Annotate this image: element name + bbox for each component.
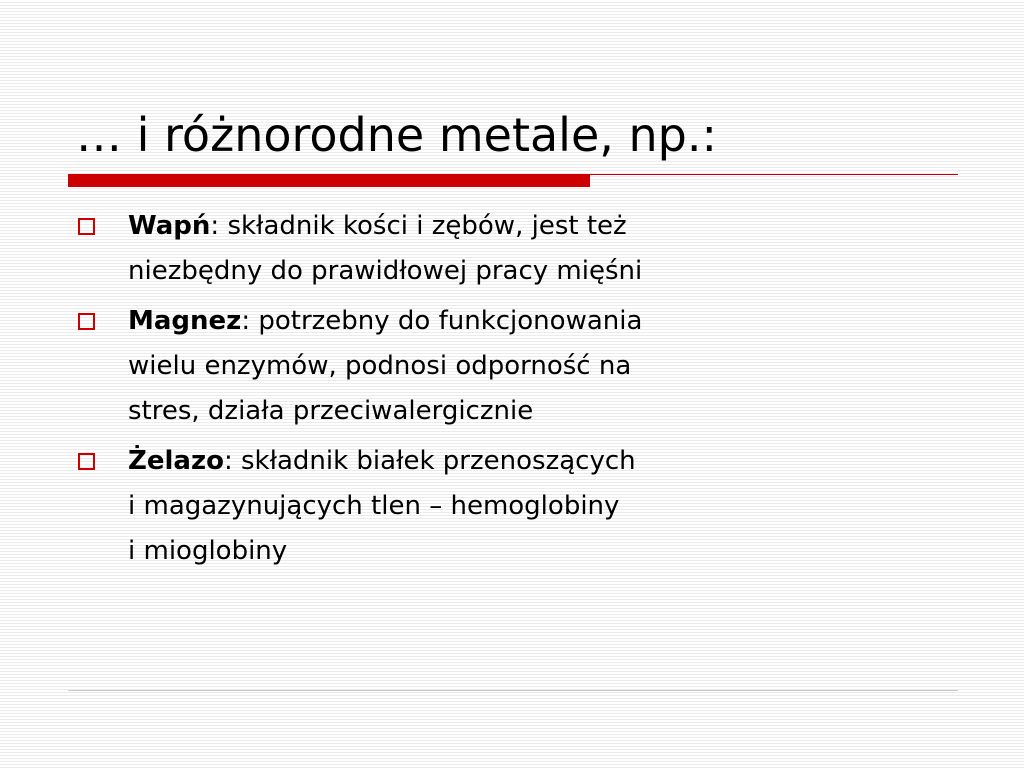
bullet-term: Żelazo — [128, 446, 224, 476]
title-underline-thick — [68, 175, 590, 187]
bullet-line: stres, działa przeciwalergicznie — [128, 396, 534, 426]
hollow-square-bullet-icon — [78, 313, 95, 330]
bullet-text: : składnik białek przenoszących — [223, 446, 636, 476]
bullet-line — [128, 204, 958, 249]
bullet-item-wapn — [78, 204, 958, 294]
bullet-term: Magnez — [128, 306, 242, 336]
bullet-item-magnez — [78, 299, 958, 434]
title-underline — [68, 172, 958, 188]
bullet-line: i magazynujących tlen – hemoglobiny — [128, 491, 620, 521]
footer-divider — [68, 690, 958, 691]
bullet-line: i mioglobiny — [128, 536, 288, 566]
bullet-text: : składnik kości i zębów, jest też — [210, 211, 627, 241]
hollow-square-bullet-icon — [78, 218, 95, 235]
bullet-line — [128, 299, 958, 344]
slide-title: … i różnorodne metale, np.: — [76, 108, 717, 162]
bullet-line: niezbędny do prawidłowej pracy mięśni — [128, 256, 643, 286]
bullet-list — [78, 204, 958, 579]
hollow-square-bullet-icon — [78, 453, 95, 470]
bullet-term: Wapń — [128, 211, 211, 241]
bullet-line: wielu enzymów, podnosi odporność na — [128, 351, 632, 381]
bullet-item-zelazo — [78, 439, 958, 574]
bullet-text: : potrzebny do funkcjonowania — [241, 306, 643, 336]
bullet-line — [128, 439, 958, 484]
